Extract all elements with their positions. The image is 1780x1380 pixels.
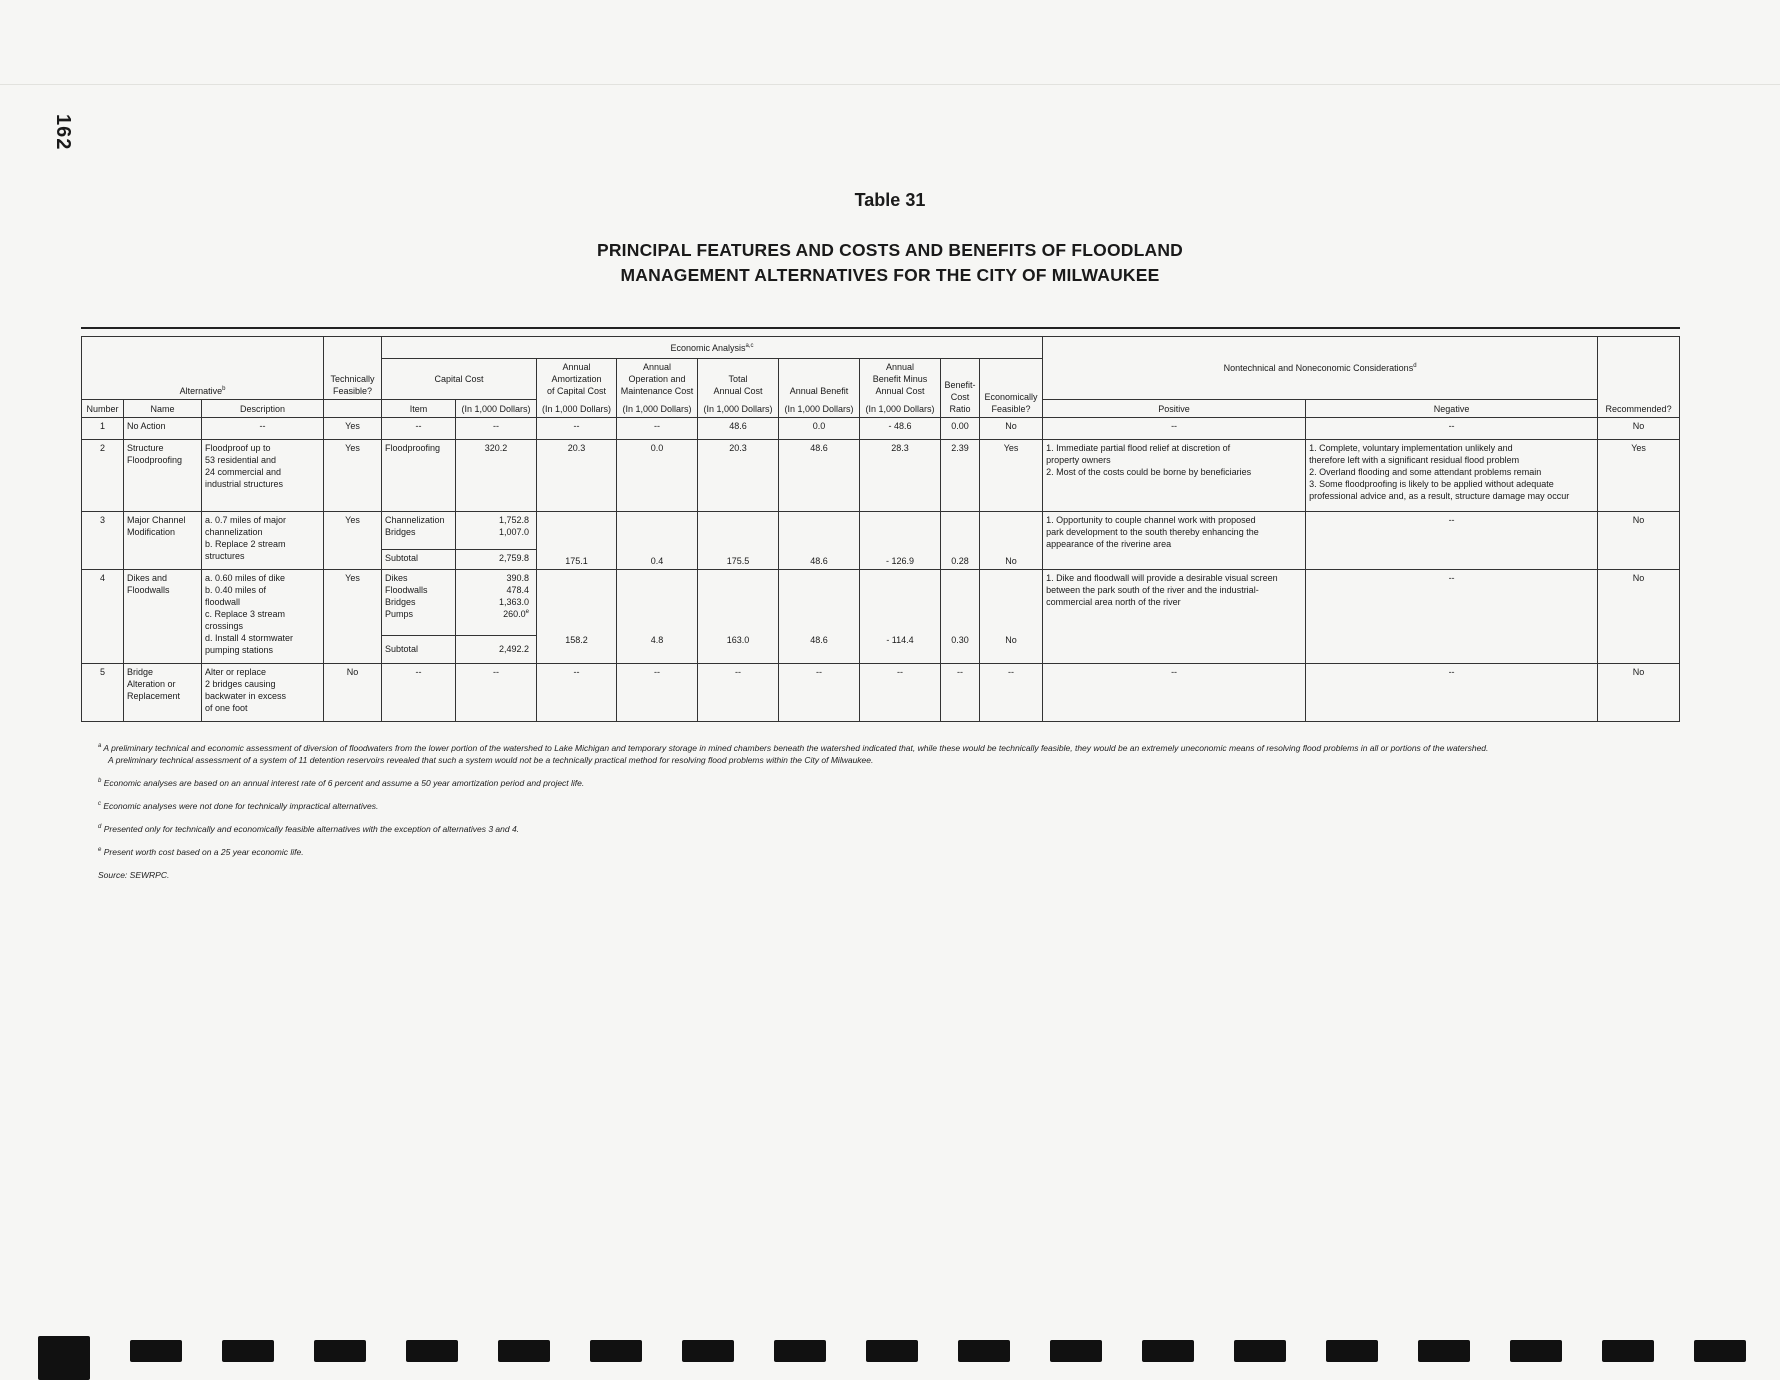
cell-description: -- <box>202 417 324 439</box>
cell-benefit: -- <box>779 663 860 721</box>
alternatives-table <box>81 336 1680 722</box>
table-row <box>82 511 1680 549</box>
cost-pumps: 260.0e <box>503 608 529 619</box>
cell-name: Bridge Alteration or Replacement <box>124 663 202 721</box>
cell-description: Floodproof up to 53 residential and 24 commercial and industrial structures <box>202 439 324 511</box>
punch-hole <box>314 1340 366 1362</box>
table-row <box>82 663 1680 721</box>
cell-benefit: 48.6 <box>779 569 860 663</box>
cell-negative: -- <box>1306 569 1598 663</box>
header-cost-units: (In 1,000 Dollars) <box>456 399 537 417</box>
cell-name: Structure Floodproofing <box>124 439 202 511</box>
footnote-c: $^c$ Economic analyses were not done for technically impractical alternatives. <box>98 801 379 811</box>
cell-recommended: Yes <box>1598 439 1680 511</box>
cost-floodwalls: 478.4 <box>506 584 529 595</box>
header-nontechnical: Nontechnical and Noneconomic Considerations$^d$ <box>1043 337 1598 400</box>
cell-negative: -- <box>1306 663 1598 721</box>
header-annual-om: Annual Operation and Maintenance Cost <box>617 359 698 400</box>
cell-subtotal-label: Subtotal <box>382 549 456 569</box>
cell-item: -- <box>382 663 456 721</box>
punch-hole <box>130 1340 182 1362</box>
punch-hole <box>682 1340 734 1362</box>
cell-total: 48.6 <box>698 417 779 439</box>
punch-hole <box>1142 1340 1194 1362</box>
cell-total: 20.3 <box>698 439 779 511</box>
header-bmc-units: (In 1,000 Dollars) <box>860 399 941 417</box>
cell-econ: No <box>980 569 1043 663</box>
cell-bmc: -- <box>860 663 941 721</box>
cell-item: -- <box>382 417 456 439</box>
cell-benefit: 48.6 <box>779 439 860 511</box>
cell-description: a. 0.7 miles of major channelization b. Replace 2 stream structures <box>202 511 324 569</box>
cell-tech: No <box>324 663 382 721</box>
header-annual-benefit: Annual Benefit <box>779 359 860 400</box>
cell-recommended: No <box>1598 663 1680 721</box>
cell-positive: 1. Immediate partial flood relief at discretion of property owners 2. Most of the costs could be borne by beneficiaries <box>1043 439 1306 511</box>
cell-bmc: - 114.4 <box>860 569 941 663</box>
cell-tech: Yes <box>324 417 382 439</box>
header-total-annual-cost: Total Annual Cost <box>698 359 779 400</box>
header-annual-amortization: Annual Amortization of Capital Cost <box>537 359 617 400</box>
cell-econ: No <box>980 511 1043 569</box>
cell-benefit: 0.0 <box>779 417 860 439</box>
binding-punch-holes <box>0 1336 1780 1380</box>
header-item: Item <box>382 399 456 417</box>
punch-hole <box>498 1340 550 1362</box>
header-benefit-units: (In 1,000 Dollars) <box>779 399 860 417</box>
punch-hole <box>1510 1340 1562 1362</box>
cell-costs <box>456 511 537 549</box>
cell-om: -- <box>617 663 698 721</box>
cell-subtotal <box>456 549 537 569</box>
cell-amort: -- <box>537 663 617 721</box>
cell-description: Alter or replace 2 bridges causing backwater in excess of one foot <box>202 663 324 721</box>
cell-negative: -- <box>1306 511 1598 569</box>
table-row <box>82 569 1680 635</box>
header-number: Number <box>82 399 124 417</box>
punch-hole <box>1234 1340 1286 1362</box>
cell-bcr: 0.00 <box>941 417 980 439</box>
cell-om: -- <box>617 417 698 439</box>
item-floodwalls: Floodwalls <box>385 584 428 595</box>
cell-amort: 20.3 <box>537 439 617 511</box>
header-negative: Negative <box>1306 399 1598 417</box>
header-recommended: Recommended? <box>1598 337 1680 418</box>
header-benefit-minus-cost: Annual Benefit Minus Annual Cost <box>860 359 941 400</box>
punch-hole <box>1602 1340 1654 1362</box>
subtotal-value: 2,492.2 <box>498 644 529 654</box>
cell-benefit: 48.6 <box>779 511 860 569</box>
cell-recommended: No <box>1598 511 1680 569</box>
cell-recommended: No <box>1598 569 1680 663</box>
cell-tech: Yes <box>324 439 382 511</box>
cell-econ: No <box>980 417 1043 439</box>
cell-number: 4 <box>82 569 124 663</box>
cell-number: 2 <box>82 439 124 511</box>
punch-hole <box>1050 1340 1102 1362</box>
punch-hole <box>1418 1340 1470 1362</box>
item-bridges: Bridges <box>385 526 416 537</box>
cell-name: Dikes and Floodwalls <box>124 569 202 663</box>
header-total-units: (In 1,000 Dollars) <box>698 399 779 417</box>
cell-subtotal-label: Subtotal <box>382 635 456 663</box>
cell-positive: 1. Dike and floodwall will provide a desirable visual screen between the park south of the river and the industrial- commercial area north of the river <box>1043 569 1306 663</box>
cell-amort: 158.2 <box>537 569 617 663</box>
cell-om: 4.8 <box>617 569 698 663</box>
cell-econ: -- <box>980 663 1043 721</box>
cost-channelization: 1,752.8 <box>498 514 529 525</box>
cell-amort: -- <box>537 417 617 439</box>
punch-hole <box>1326 1340 1378 1362</box>
cell-bmc: 28.3 <box>860 439 941 511</box>
cell-bcr: -- <box>941 663 980 721</box>
item-pumps: Pumps <box>385 608 414 619</box>
cell-cost: -- <box>456 663 537 721</box>
header-description: Description <box>202 399 324 417</box>
cell-bmc: - 48.6 <box>860 417 941 439</box>
footnote-d: $^d$ Presented only for technically and economically feasible alternatives with the exception of alternatives 3 and 4. <box>98 824 520 834</box>
punch-hole <box>222 1340 274 1362</box>
cell-negative: 1. Complete, voluntary implementation unlikely and therefore left with a significant residual flood problem 2. Overland flooding and some attendant problems remain 3. Some floodproofing is likely to be applied without adequate professional advice and, as a result, structure damage may occur <box>1306 439 1598 511</box>
header-capital-cost: Capital Cost <box>382 359 537 400</box>
punch-hole <box>1694 1340 1746 1362</box>
table-row <box>82 439 1680 511</box>
cell-positive: -- <box>1043 663 1306 721</box>
cell-total: 163.0 <box>698 569 779 663</box>
scan-edge-line <box>0 84 1780 85</box>
footnotes <box>98 742 1698 892</box>
source-note: Source: SEWRPC. <box>98 870 170 880</box>
header-positive: Positive <box>1043 399 1306 417</box>
cell-item: Floodproofing <box>382 439 456 511</box>
cell-bcr: 2.39 <box>941 439 980 511</box>
cell-description: a. 0.60 miles of dike b. 0.40 miles of floodwall c. Replace 3 stream crossings d. Install 4 stormwater pumping stations <box>202 569 324 663</box>
title-line-2: MANAGEMENT ALTERNATIVES FOR THE CITY OF MILWAUKEE <box>620 265 1160 285</box>
cost-dikes: 390.8 <box>506 572 529 583</box>
title-line-1: PRINCIPAL FEATURES AND COSTS AND BENEFITS OF FLOODLAND <box>596 240 1184 260</box>
cell-negative: -- <box>1306 417 1598 439</box>
punch-hole <box>866 1340 918 1362</box>
table-label: Table 31 <box>854 190 926 210</box>
header-economically-feasible: Economically Feasible? <box>980 359 1043 418</box>
header-economic-analysis: Economic Analysis$^{a,c}$ <box>382 337 1043 359</box>
cell-tech: Yes <box>324 511 382 569</box>
table-row <box>82 417 1680 439</box>
cost-bridges: 1,007.0 <box>498 526 529 537</box>
cost-bridges: 1,363.0 <box>498 596 529 607</box>
title-rule <box>81 327 1680 329</box>
cell-positive: 1. Opportunity to couple channel work with proposed park development to the south thereby enhancing the appearance of the riverine area <box>1043 511 1306 569</box>
punch-hole <box>38 1336 90 1380</box>
cell-items <box>382 511 456 549</box>
cell-items <box>382 569 456 635</box>
item-channelization: Channelization <box>385 514 445 525</box>
table-title <box>0 238 1780 288</box>
punch-hole <box>774 1340 826 1362</box>
footnote-b: $^b$ Economic analyses are based on an annual interest rate of 6 percent and assume a 50 year amortization period and project life. <box>98 778 585 788</box>
cell-tech: Yes <box>324 569 382 663</box>
header-technically-feasible: Technically Feasible? <box>324 337 382 400</box>
cell-cost: -- <box>456 417 537 439</box>
cell-number: 1 <box>82 417 124 439</box>
cell-cost: 320.2 <box>456 439 537 511</box>
cell-om: 0.4 <box>617 511 698 569</box>
cell-bcr: 0.30 <box>941 569 980 663</box>
cell-name: Major Channel Modification <box>124 511 202 569</box>
header-bc-ratio: Benefit- Cost Ratio <box>941 359 980 418</box>
cell-number: 3 <box>82 511 124 569</box>
subtotal-value: 2,759.8 <box>498 552 529 563</box>
cell-number: 5 <box>82 663 124 721</box>
cell-recommended: No <box>1598 417 1680 439</box>
punch-hole <box>590 1340 642 1362</box>
page-number: 162 <box>52 114 74 151</box>
header-tech-spacer <box>324 399 382 417</box>
header-amort-units: (In 1,000 Dollars) <box>537 399 617 417</box>
cell-total: -- <box>698 663 779 721</box>
punch-hole <box>406 1340 458 1362</box>
cell-bcr: 0.28 <box>941 511 980 569</box>
header-om-units: (In 1,000 Dollars) <box>617 399 698 417</box>
cell-name: No Action <box>124 417 202 439</box>
footnote-e: $^e$ Present worth cost based on a 25 year economic life. <box>98 847 304 857</box>
header-alternative: Alternative$^b$ <box>82 337 324 400</box>
cell-econ: Yes <box>980 439 1043 511</box>
item-dikes: Dikes <box>385 572 408 583</box>
cell-costs <box>456 569 537 635</box>
cell-bmc: - 126.9 <box>860 511 941 569</box>
item-bridges: Bridges <box>385 596 416 607</box>
header-name: Name <box>124 399 202 417</box>
cell-subtotal <box>456 635 537 663</box>
cell-positive: -- <box>1043 417 1306 439</box>
footnote-a: $^a$ A preliminary technical and economic assessment of diversion of floodwaters from the lower portion of the watershed to Lake Michigan and temporary storage in mined chambers beneath the watershed indicated that, while these would be technically feasible, they would be an extremely uneconomic means of resolving flood problems in all or portions of the watershed. A preliminary technical assessment of a system of 11 detention reservoirs revealed that such a system would not be a technically practical method for resolving flood problems within the City of Milwaukee. <box>98 743 1489 765</box>
cell-total: 175.5 <box>698 511 779 569</box>
cell-amort: 175.1 <box>537 511 617 569</box>
cell-om: 0.0 <box>617 439 698 511</box>
punch-hole <box>958 1340 1010 1362</box>
